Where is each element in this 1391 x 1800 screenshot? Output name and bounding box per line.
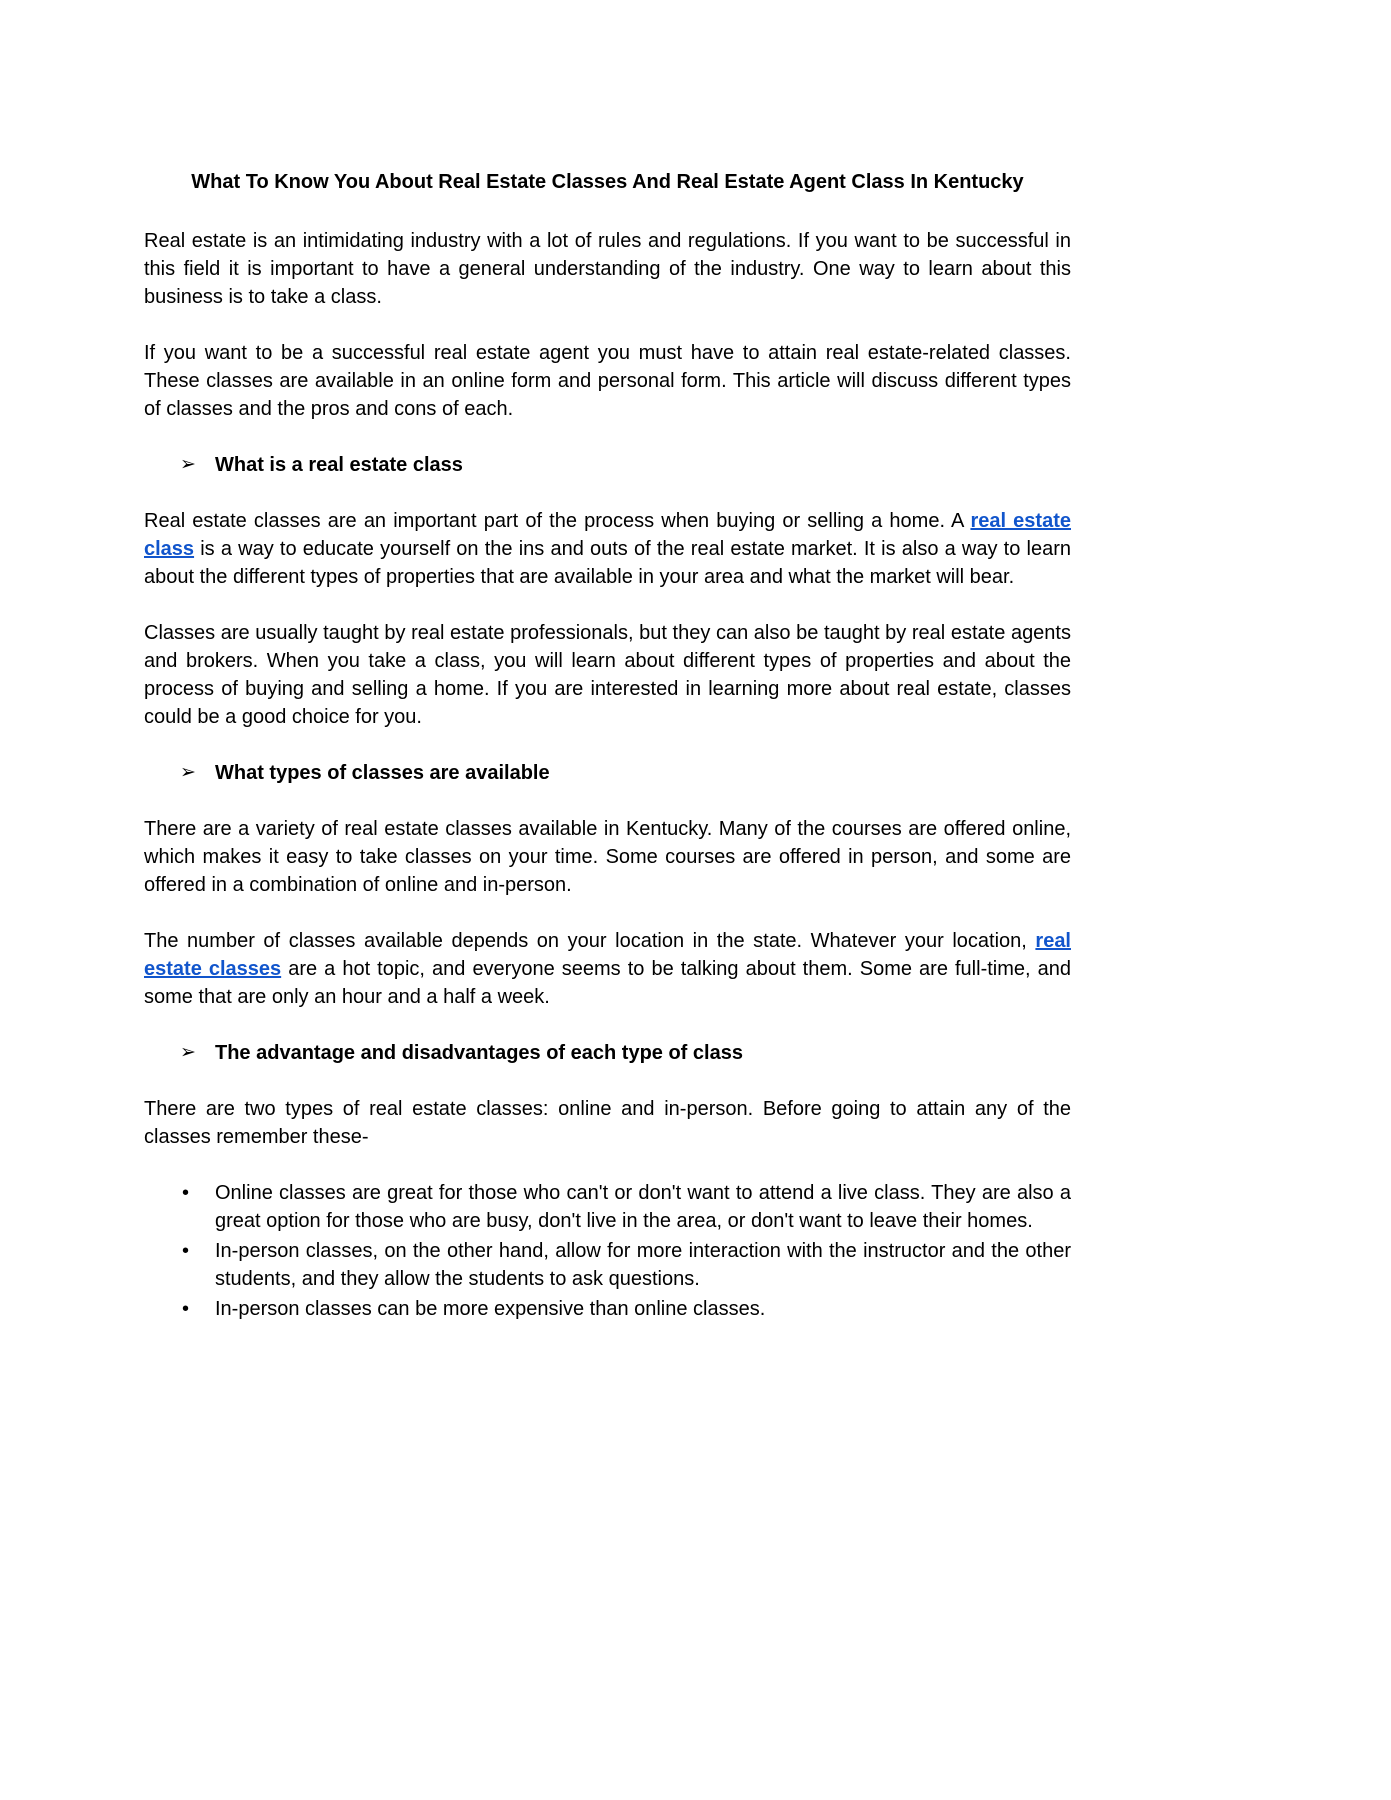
paragraph-number-of-classes	[144, 927, 1071, 1011]
paragraph-taught-by: Classes are usually taught by real estate professionals, but they can also be taught by real estate agents and brokers. When you take a class, you will learn about different types of properties and about the process of buying and selling a home. If you are interested in learning more about real estate, classes could be a good choice for you.	[144, 622, 1071, 728]
list-item-text: In-person classes, on the other hand, allow for more interaction with the instructor and the other students, and they allow the students to ask questions.	[215, 1240, 1071, 1290]
real-estate-classes-link[interactable]: real estate classes	[144, 930, 1071, 980]
list-item	[144, 1237, 1071, 1293]
paragraph-two-types: There are two types of real estate classes: online and in-person. Before going to attain any of the classes remember these-	[144, 1098, 1071, 1148]
bullet-icon: •	[182, 1182, 190, 1204]
section-heading-text: The advantage and disadvantages of each type of class	[215, 1042, 743, 1064]
real-estate-class-link[interactable]: real estate class	[144, 510, 1071, 560]
paragraph-text: are a hot topic, and everyone seems to be talking about them. Some are full-time, and some that are only an hour and a half a week.	[144, 958, 1071, 1008]
paragraph-what-is-class	[144, 507, 1071, 591]
section-heading-advantages	[144, 1039, 1071, 1067]
paragraph-text: is a way to educate yourself on the ins and outs of the real estate market. It is also a way to learn about the different types of properties that are available in your area and what the market will bear.	[144, 538, 1071, 588]
paragraph-attain-classes: If you want to be a successful real estate agent you must have to attain real estate-related classes. These classes are available in an online form and personal form. This article will discuss different types of classes and the pros and cons of each.	[144, 342, 1071, 420]
paragraph-text: The number of classes available depends on your location in the state. Whatever your location,	[144, 930, 1036, 952]
list-item-text: In-person classes can be more expensive than online classes.	[215, 1298, 766, 1320]
paragraph-intro: Real estate is an intimidating industry with a lot of rules and regulations. If you want to be successful in this field it is important to have a general understanding of the industry. One way to learn about this business is to take a class.	[144, 230, 1071, 308]
document-title: What To Know You About Real Estate Classes And Real Estate Agent Class In Kentucky	[191, 171, 1024, 193]
section-heading-types-available	[144, 759, 1071, 787]
paragraph-variety: There are a variety of real estate classes available in Kentucky. Many of the courses are offered online, which makes it easy to take classes on your time. Some courses are offered in person, and some are offered in a combination of online and in-person.	[144, 818, 1071, 896]
arrow-bullet-icon: ➢	[180, 454, 196, 475]
paragraph-text: Real estate classes are an important part of the process when buying or selling a home. A	[144, 510, 971, 532]
arrow-bullet-icon: ➢	[180, 1042, 196, 1063]
list-item	[144, 1179, 1071, 1235]
bullet-icon: •	[182, 1298, 190, 1320]
bullet-list	[144, 1179, 1071, 1323]
list-item	[144, 1295, 1071, 1323]
bullet-icon: •	[182, 1240, 190, 1262]
list-item-text: Online classes are great for those who can't or don't want to attend a live class. They are also a great option for those who are busy, don't live in the area, or don't want to leave their homes.	[215, 1182, 1071, 1232]
section-heading-text: What is a real estate class	[215, 454, 463, 476]
section-heading-what-is	[144, 451, 1071, 479]
section-heading-text: What types of classes are available	[215, 762, 550, 784]
arrow-bullet-icon: ➢	[180, 762, 196, 783]
